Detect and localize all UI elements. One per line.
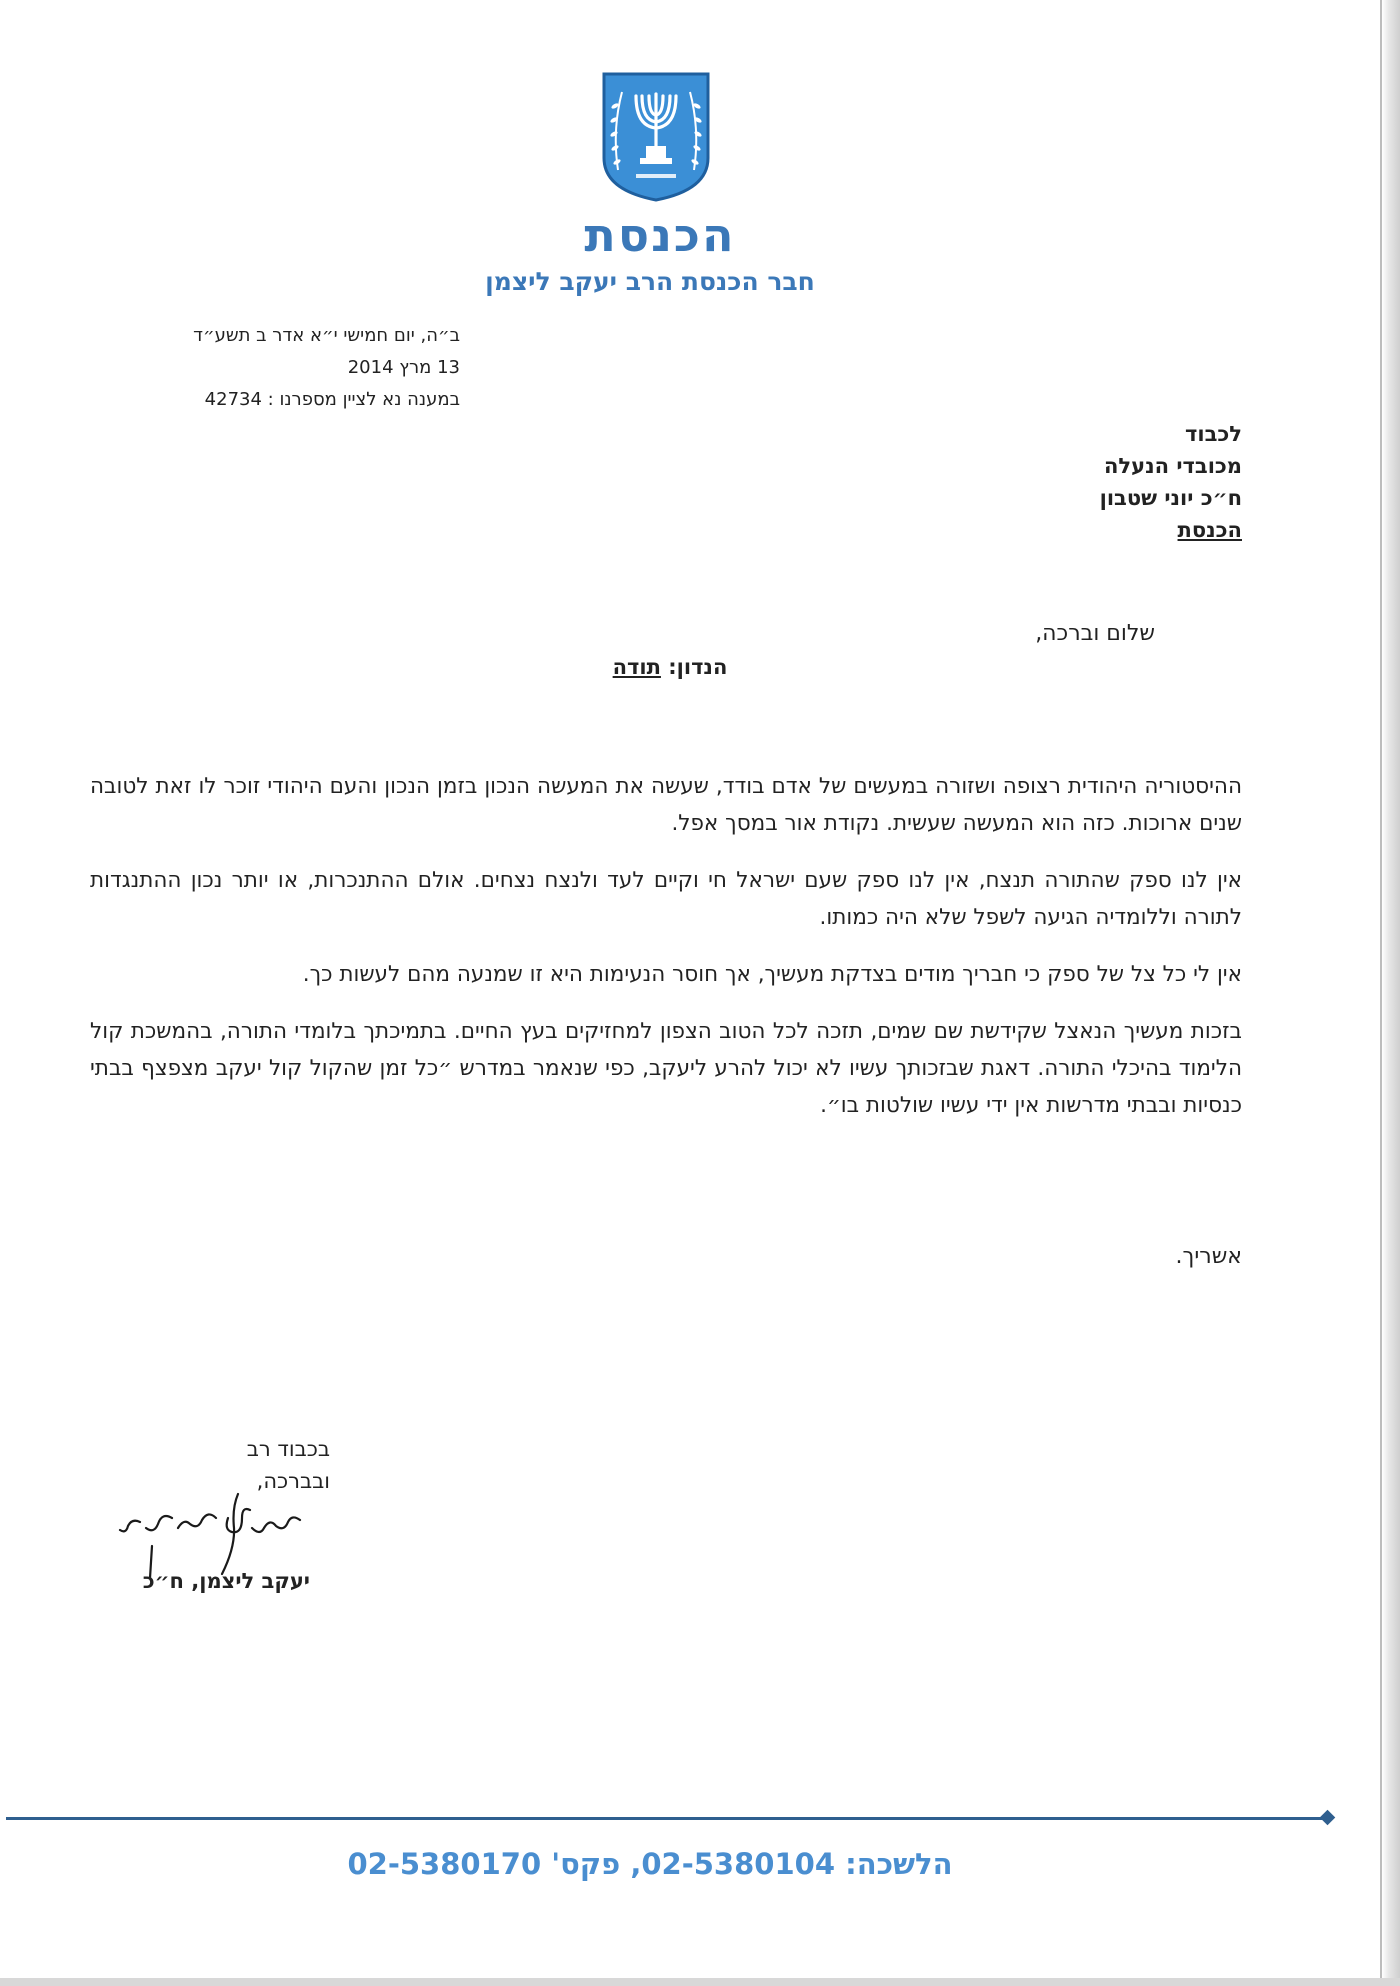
subject-value: תודה	[612, 655, 661, 679]
institution-name: הכנסת	[584, 208, 736, 262]
knesset-emblem-icon	[600, 70, 712, 202]
page-edge-right	[1380, 0, 1400, 1986]
page-edge-bottom	[0, 1978, 1400, 1986]
footer-contacts: הלשכה: 02-5380104, פקס' 02-5380170	[347, 1847, 953, 1881]
footer-rule-diamond-icon	[1320, 1810, 1336, 1826]
addressee-line-1: לכבוד	[1185, 422, 1242, 446]
member-title: חבר הכנסת הרב יעקב ליצמן	[485, 267, 815, 296]
date-block	[80, 320, 460, 416]
addressee-block	[842, 418, 1242, 546]
greeting: שלום וברכה,	[1035, 621, 1155, 646]
signoff-line-1: בכבוד רב	[246, 1437, 330, 1461]
addressee-line-4: הכנסת	[1177, 518, 1242, 542]
body-paragraph-1: ההיסטוריה היהודית רצופה ושזורה במעשים של אדם בודד, שעשה את המעשה הנכון בזמן הנכון והעם היהודי זוכר לו זאת לטובה שנים ארוכות. כזה הוא המעשה שעשית. נקודת אור במסך אפל.	[90, 774, 1242, 836]
hebrew-date: ב״ה, יום חמישי י״א אדר ב תשע״ד	[193, 325, 460, 346]
subject-label: הנדון:	[668, 655, 728, 679]
body-paragraph-4: בזכות מעשיך הנאצל שקידשת שם שמים, תזכה לכל הטוב הצפון למחזיקים בעץ החיים. בתמיכתך בלומדי התורה, בהמשכת קול הלימוד בהיכלי התורה. דאגת שבזכותך עשיו לא יכול להרע ליעקב, כפי שנאמר במדרש ״כל זמן שהקול קול יעקב מצפצף בבתי כנסיות ובבתי מדרשות אין ידי עשיו שולטות בו״.	[90, 1019, 1242, 1118]
reference-number: במענה נא לציין מספרנו : 42734	[204, 389, 460, 410]
body-paragraph-2: אין לנו ספק שהתורה תנצח, אין לנו ספק שעם ישראל חי וקיים לעד ולנצח נצחים. אולם ההתנכרות, או יותר נכון ההתנגדות לתורה וללומדיה הגיעה לשפל שלא היה כמותו.	[90, 868, 1242, 930]
addressee-line-3: ח״כ יוני שטבון	[1099, 486, 1242, 510]
body-paragraph-3: אין לי כל צל של ספק כי חבריך מודים בצדקת מעשיך, אך חוסר הנעימות היא זו שמנעה מהם לעשות כך.	[302, 962, 1242, 987]
subject-line	[520, 650, 820, 684]
signoff-line-2: ובברכה,	[256, 1469, 330, 1493]
closing: אשריך.	[1175, 1244, 1242, 1269]
signer-name: יעקב ליצמן, ח״כ	[142, 1569, 310, 1593]
letter-body	[90, 768, 1242, 1144]
gregorian-date: 13 מרץ 2014	[347, 357, 460, 378]
addressee-line-2: מכובדי הנעלה	[1103, 454, 1242, 478]
footer-rule	[6, 1817, 1328, 1820]
